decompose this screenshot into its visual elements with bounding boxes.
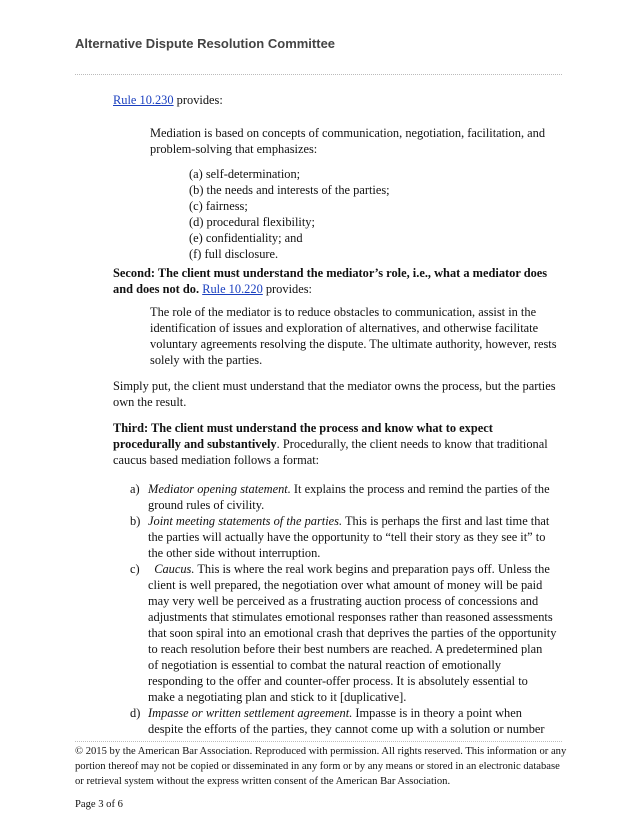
mediator-role-quote bbox=[150, 304, 570, 368]
copyright-line: or retrieval system without the express written consent of the American Bar Association. bbox=[75, 776, 451, 787]
second-paragraph bbox=[113, 265, 573, 297]
mediation-quote-line: problem-solving that emphasizes: bbox=[150, 142, 318, 156]
quote-line: The role of the mediator is to reduce obstacles to communication, assist in the bbox=[150, 305, 537, 319]
paragraph-line: caucus based mediation follows a format: bbox=[113, 453, 320, 467]
copyright-line: © 2015 by the American Bar Association. Reproduced with permission. All rights reserved. This information or any bbox=[75, 746, 567, 757]
quote-line: identification of issues and exploration of alternatives, and otherwise facilitate bbox=[150, 321, 539, 335]
header-divider bbox=[75, 74, 562, 75]
emphasis-list bbox=[189, 166, 390, 262]
item-d bbox=[148, 705, 568, 737]
item-c-marker: c) bbox=[130, 562, 140, 576]
second-heading-line: and does not do. bbox=[113, 282, 200, 296]
list-item: (d) procedural flexibility; bbox=[189, 215, 315, 229]
item-c-line: make a negotiating plan and stick to it [duplicative]. bbox=[148, 690, 407, 704]
second-provides-text: provides: bbox=[262, 282, 312, 296]
mediation-quote bbox=[150, 125, 570, 157]
item-c-line: client is well prepared, the negotiation over what amount of money will be paid bbox=[148, 578, 543, 592]
item-c bbox=[148, 561, 568, 705]
list-item: (a) self-determination; bbox=[189, 167, 301, 181]
item-b-line: the other side without interruption. bbox=[148, 546, 321, 560]
item-a-title: Mediator opening statement. bbox=[148, 482, 291, 496]
header-title: Alternative Dispute Resolution Committee bbox=[75, 36, 336, 51]
item-c-line: that soon spiral into an emotional crash that deprives the parties of the opportunity bbox=[148, 626, 557, 640]
second-heading-line: Second: The client must understand the mediator’s role, i.e., what a mediator does bbox=[113, 266, 548, 280]
rule-10230-text: provides: bbox=[173, 93, 223, 107]
item-a bbox=[148, 481, 568, 513]
list-item: (b) the needs and interests of the parties; bbox=[189, 183, 390, 197]
footer-divider bbox=[75, 741, 562, 742]
item-c-line: responding to the offer and counter-offer process. It is absolutely essential to bbox=[148, 674, 528, 688]
item-b-text: This is perhaps the first and last time that bbox=[342, 514, 550, 528]
quote-line: solely with the parties. bbox=[150, 353, 263, 367]
third-heading-rest: . Procedurally, the client needs to know that traditional bbox=[276, 437, 548, 451]
item-d-title: Impasse or written settlement agreement. bbox=[148, 706, 353, 720]
item-c-line: may very well be perceived as a frustrating auction process of concessions and bbox=[148, 594, 539, 608]
list-item: (c) fairness; bbox=[189, 199, 248, 213]
item-a-marker: a) bbox=[130, 482, 140, 496]
copyright-notice bbox=[75, 744, 575, 789]
list-item: (f) full disclosure. bbox=[189, 247, 279, 261]
paragraph-line: Simply put, the client must understand that the mediator owns the process, but the parties bbox=[113, 379, 556, 393]
third-heading-bold: procedurally and substantively bbox=[113, 437, 277, 451]
third-paragraph bbox=[113, 420, 573, 468]
third-heading-line: Third: The client must understand the process and know what to expect bbox=[113, 421, 493, 435]
item-a-text: It explains the process and remind the parties of the bbox=[290, 482, 550, 496]
item-b-line: the parties will actually have the opportunity to “tell their story as they see it” to bbox=[148, 530, 546, 544]
page-number: Page 3 of 6 bbox=[75, 799, 123, 810]
item-b bbox=[148, 513, 568, 561]
item-d-text: Impasse is in theory a point when bbox=[352, 706, 522, 720]
item-d-marker: d) bbox=[130, 706, 141, 720]
item-d-line: despite the efforts of the parties, they cannot come up with a solution or number bbox=[148, 722, 545, 736]
rule-10220-link[interactable]: Rule 10.220 bbox=[202, 282, 263, 296]
rule-10230-link[interactable]: Rule 10.230 bbox=[113, 93, 174, 107]
quote-line: voluntary agreements resolving the dispute. The ultimate authority, however, rests bbox=[150, 337, 557, 351]
item-a-line: ground rules of civility. bbox=[148, 498, 265, 512]
item-c-line: adjustments that stimulates emotional responses rather than reasoned assessments bbox=[148, 610, 553, 624]
simply-put-paragraph bbox=[113, 378, 573, 410]
copyright-line: portion thereof may not be copied or disseminated in any form or by any means or stored in an electronic database bbox=[75, 761, 560, 772]
item-c-line: to reach resolution before their best numbers are reached. A predetermined plan bbox=[148, 642, 543, 656]
mediation-quote-line: Mediation is based on concepts of communication, negotiation, facilitation, and bbox=[150, 126, 546, 140]
item-b-title: Joint meeting statements of the parties. bbox=[148, 514, 343, 528]
list-item: (e) confidentiality; and bbox=[189, 231, 303, 245]
item-c-text: This is where the real work begins and preparation pays off. Unless the bbox=[194, 562, 550, 576]
item-c-title: Caucus. bbox=[154, 562, 195, 576]
item-c-line: of negotiation is essential to combat the natural reaction of emotionally bbox=[148, 658, 502, 672]
paragraph-line: own the result. bbox=[113, 395, 187, 409]
rule-10230-paragraph bbox=[113, 92, 223, 108]
item-b-marker: b) bbox=[130, 514, 141, 528]
